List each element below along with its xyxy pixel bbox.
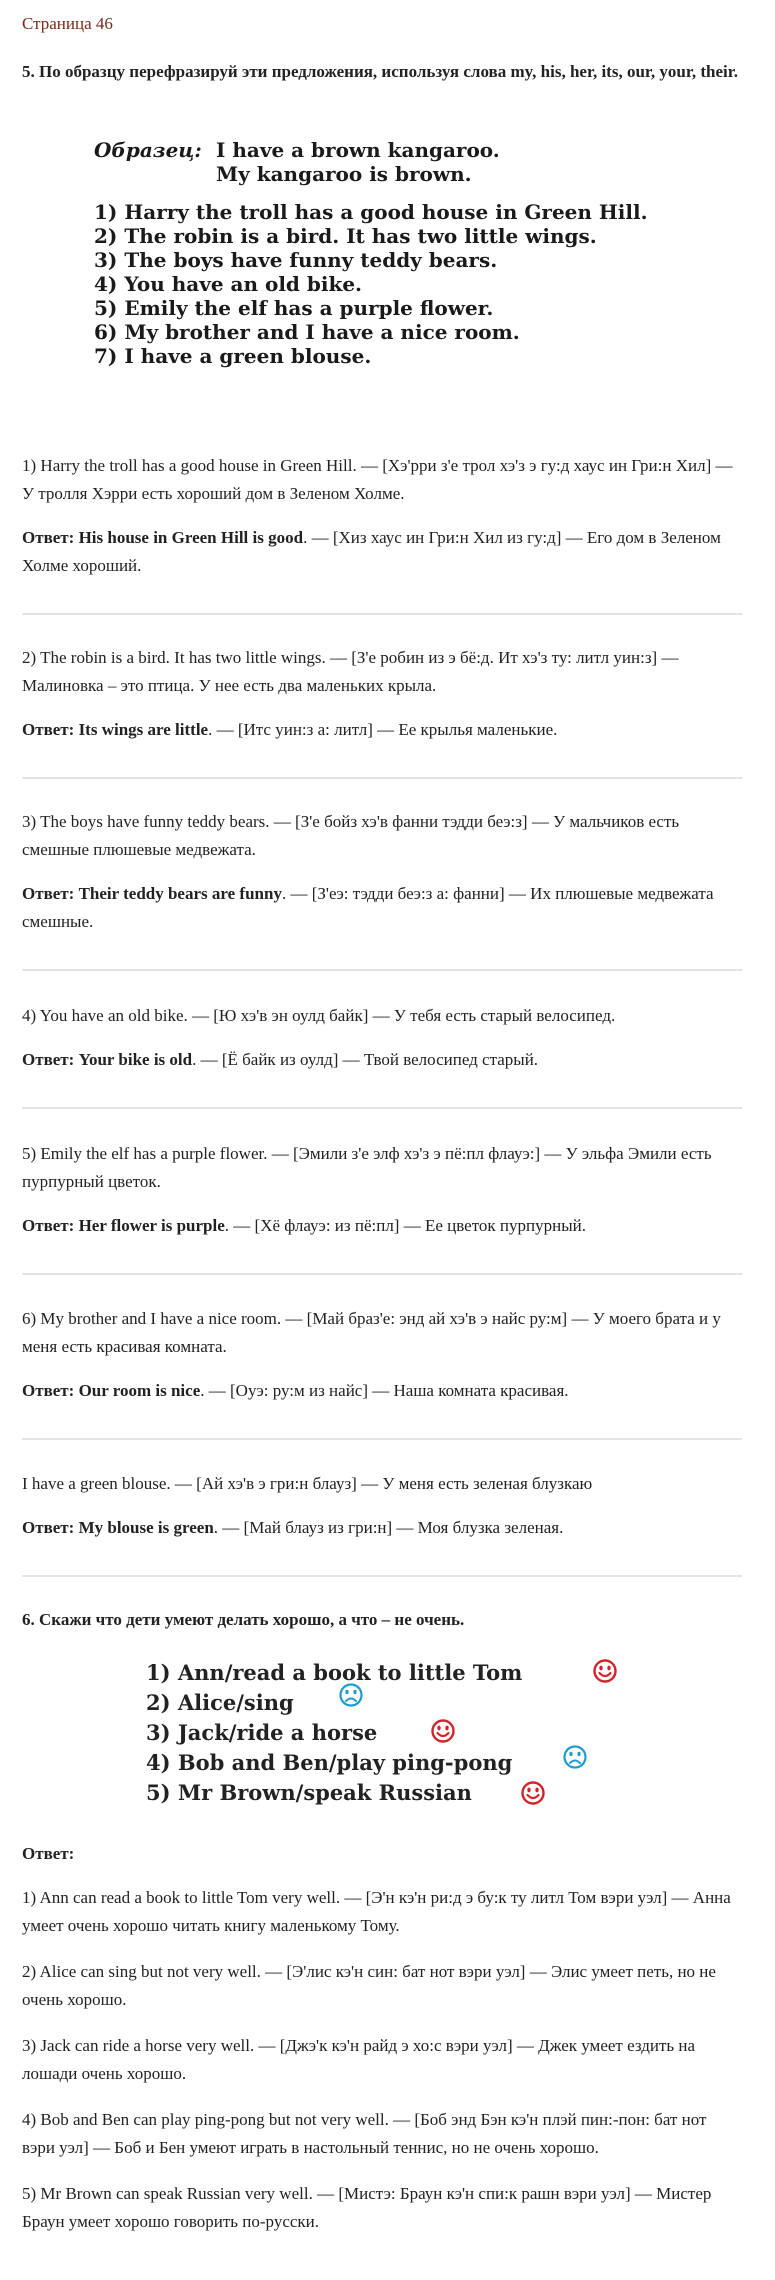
happy-face-icon bbox=[430, 1718, 456, 1744]
answer-bold: Our room is nice bbox=[78, 1381, 201, 1400]
exercise-item bbox=[146, 1748, 666, 1778]
task6-heading: 6. Скажи что дети умеют делать хорошо, а что – не очень. bbox=[22, 1610, 465, 1629]
exercise-item bbox=[146, 1718, 666, 1748]
sample-row-2 bbox=[94, 162, 754, 186]
answer-paragraph: 4) Bob and Ben can play ping-pong but not very well. — [Боб энд Бэн кэ'н плэй пин:-пон: бат нот вэри уэл] — Боб и Бен умеют играть в настольный теннис, но не очень хорошо. bbox=[22, 2110, 707, 2157]
sentence-text: I have a green blouse. — [Ай хэ'в э гри:н блауз] — У меня есть зеленая блузкаю bbox=[22, 1474, 593, 1493]
answer-paragraph: 5) Mr Brown can speak Russian very well. — [Мистэ: Браун кэ'н спи:к рашн вэри уэл] — Мистер Браун умеет хорошо говорить по-русски. bbox=[22, 2184, 712, 2231]
answer-bold: Their teddy bears are funny bbox=[78, 884, 282, 903]
answer-label: Ответ: bbox=[22, 1381, 75, 1400]
answer-block-5 bbox=[22, 1140, 742, 1240]
exercise-item-text: 2) Alice/sing bbox=[146, 1690, 294, 1715]
answer-label: Ответ: bbox=[22, 528, 75, 547]
sentence-text: 6) My brother and I have a nice room. — [Май браз'е: энд ай хэ'в э найс ру:м] — У моего брата и у меня есть красивая комната. bbox=[22, 1309, 721, 1356]
page-title: Страница 46 bbox=[22, 14, 113, 33]
answer-rest: . — [Хиз хаус ин Гри:н Хил из гу:д] — Его дом в Зеленом Холме хороший. bbox=[22, 528, 721, 575]
separator bbox=[22, 1273, 742, 1275]
answer-bold: My blouse is green bbox=[78, 1518, 214, 1537]
answer-label: Ответ: bbox=[22, 1216, 75, 1235]
separator bbox=[22, 777, 742, 779]
sample-row bbox=[94, 138, 754, 162]
answer-block-1 bbox=[22, 452, 742, 580]
separator bbox=[22, 613, 742, 615]
separator bbox=[22, 1438, 742, 1440]
task5-heading: 5. По образцу перефразируй эти предложения, используя слова my, his, her, its, our, your, their. bbox=[22, 62, 738, 81]
exercise-item-text: 5) Mr Brown/speak Russian bbox=[146, 1780, 472, 1805]
answer-bold: His house in Green Hill is good bbox=[78, 528, 304, 547]
answer-label: Ответ: bbox=[22, 884, 75, 903]
exercise-line: 4) You have an old bike. bbox=[94, 272, 363, 296]
answer-rest: . — [Май блауз из гри:н] — Моя блузка зеленая. bbox=[213, 1518, 564, 1537]
exercise-item bbox=[146, 1778, 666, 1808]
answer-label: Ответ: bbox=[22, 1518, 75, 1537]
answer-bold: Its wings are little bbox=[78, 720, 209, 739]
answer-line bbox=[22, 880, 742, 936]
answer-paragraph: 1) Ann can read a book to little Tom very well. — [Э'н кэ'н ри:д э бу:к ту литл Том вэри уэл] — Анна умеет очень хорошо читать книгу маленькому Тому. bbox=[22, 1888, 731, 1935]
exercise-line: 2) The robin is a bird. It has two little wings. bbox=[94, 224, 597, 248]
separator bbox=[22, 969, 742, 971]
exercise-item bbox=[146, 1658, 666, 1688]
answer-line bbox=[22, 524, 742, 580]
answer-label: Ответ: bbox=[22, 720, 75, 739]
exercise-line: 5) Emily the elf has a purple flower. bbox=[94, 296, 494, 320]
answer-block-4 bbox=[22, 1002, 742, 1074]
answer-rest: . — [Оуэ: ру:м из найс] — Наша комната красивая. bbox=[200, 1381, 569, 1400]
answer-block-7 bbox=[22, 1470, 742, 1542]
sample-label: Образец: bbox=[94, 138, 202, 162]
answer-line bbox=[22, 1046, 742, 1074]
happy-face-icon bbox=[520, 1780, 546, 1806]
happy-face-icon bbox=[592, 1658, 618, 1684]
answer-block-6 bbox=[22, 1305, 742, 1405]
sad-face-icon bbox=[338, 1682, 364, 1708]
task6-answers bbox=[22, 1884, 742, 2236]
sentence-text: 2) The robin is a bird. It has two little wings. — [З'е робин из э бё:д. Ит хэ'з ту: литл уин:з] — Малиновка – это птица. У нее есть два маленьких крыла. bbox=[22, 648, 679, 695]
answer-label: Ответ: bbox=[22, 1050, 75, 1069]
exercise-line: 1) Harry the troll has a good house in Green Hill. bbox=[94, 200, 648, 224]
separator bbox=[22, 1575, 742, 1577]
sentence-text: 3) The boys have funny teddy bears. — [З'е бойз хэ'в фанни тэдди беэ:з] — У мальчиков есть смешные плюшевые медвежата. bbox=[22, 812, 680, 859]
sample-line-2: My kangaroo is brown. bbox=[216, 162, 472, 186]
answer-line bbox=[22, 716, 742, 744]
exercise-item bbox=[146, 1688, 666, 1718]
answer-block-3 bbox=[22, 808, 742, 936]
sentence-text: 5) Emily the elf has a purple flower. — [Эмили з'е элф хэ'з э пё:пл флауэ:] — У эльфа Эмили есть пурпурный цветок. bbox=[22, 1144, 712, 1191]
sample-line-1: I have a brown kangaroo. bbox=[216, 138, 500, 162]
task6-exercise bbox=[146, 1658, 666, 1808]
exercise-item-text: 3) Jack/ride a horse bbox=[146, 1720, 378, 1745]
answer-bold: Her flower is purple bbox=[78, 1216, 225, 1235]
answer-rest: . — [Ё байк из оулд] — Твой велосипед старый. bbox=[192, 1050, 539, 1069]
exercise-item-text: 1) Ann/read a book to little Tom bbox=[146, 1660, 523, 1685]
exercise-line: 6) My brother and I have a nice room. bbox=[94, 320, 520, 344]
answer-block-2 bbox=[22, 644, 742, 744]
answer-rest: . — [Хё флауэ: из пё:пл] — Ее цветок пурпурный. bbox=[224, 1216, 586, 1235]
exercise-item-text: 4) Bob and Ben/play ping-pong bbox=[146, 1750, 513, 1775]
answer-line bbox=[22, 1212, 742, 1240]
answer-line bbox=[22, 1377, 742, 1405]
answer-bold: Your bike is old bbox=[78, 1050, 193, 1069]
separator bbox=[22, 1107, 742, 1109]
exercise-line: 7) I have a green blouse. bbox=[94, 344, 372, 368]
sentence-text: 4) You have an old bike. — [Ю хэ'в эн оулд байк] — У тебя есть старый велосипед. bbox=[22, 1006, 616, 1025]
answer-paragraph: 2) Alice can sing but not very well. — [Э'лис кэ'н син: бат нот вэри уэл] — Элис умеет петь, но не очень хорошо. bbox=[22, 1962, 716, 2009]
sentence-text: 1) Harry the troll has a good house in Green Hill. — [Хэ'рри з'е трол хэ'з э гу:д хаус ин Гри:н Хил] — У тролля Хэрри есть хороший дом в Зеленом Холме. bbox=[22, 456, 733, 503]
sad-face-icon bbox=[562, 1744, 588, 1770]
answer-rest: . — [Итс уин:з а: литл] — Ее крылья маленькие. bbox=[208, 720, 558, 739]
task6-answer-label: Ответ: bbox=[22, 1844, 75, 1863]
answer-line bbox=[22, 1514, 742, 1542]
answer-rest: . — [З'еэ: тэдди беэ:з а: фанни] — Их плюшевые медвежата смешные. bbox=[22, 884, 714, 931]
answer-paragraph: 3) Jack can ride a horse very well. — [Джэ'к кэ'н райд э хо:с вэри уэл] — Джек умеет ездить на лошади очень хорошо. bbox=[22, 2036, 696, 2083]
exercise-line: 3) The boys have funny teddy bears. bbox=[94, 248, 498, 272]
task5-exercise bbox=[94, 138, 754, 368]
